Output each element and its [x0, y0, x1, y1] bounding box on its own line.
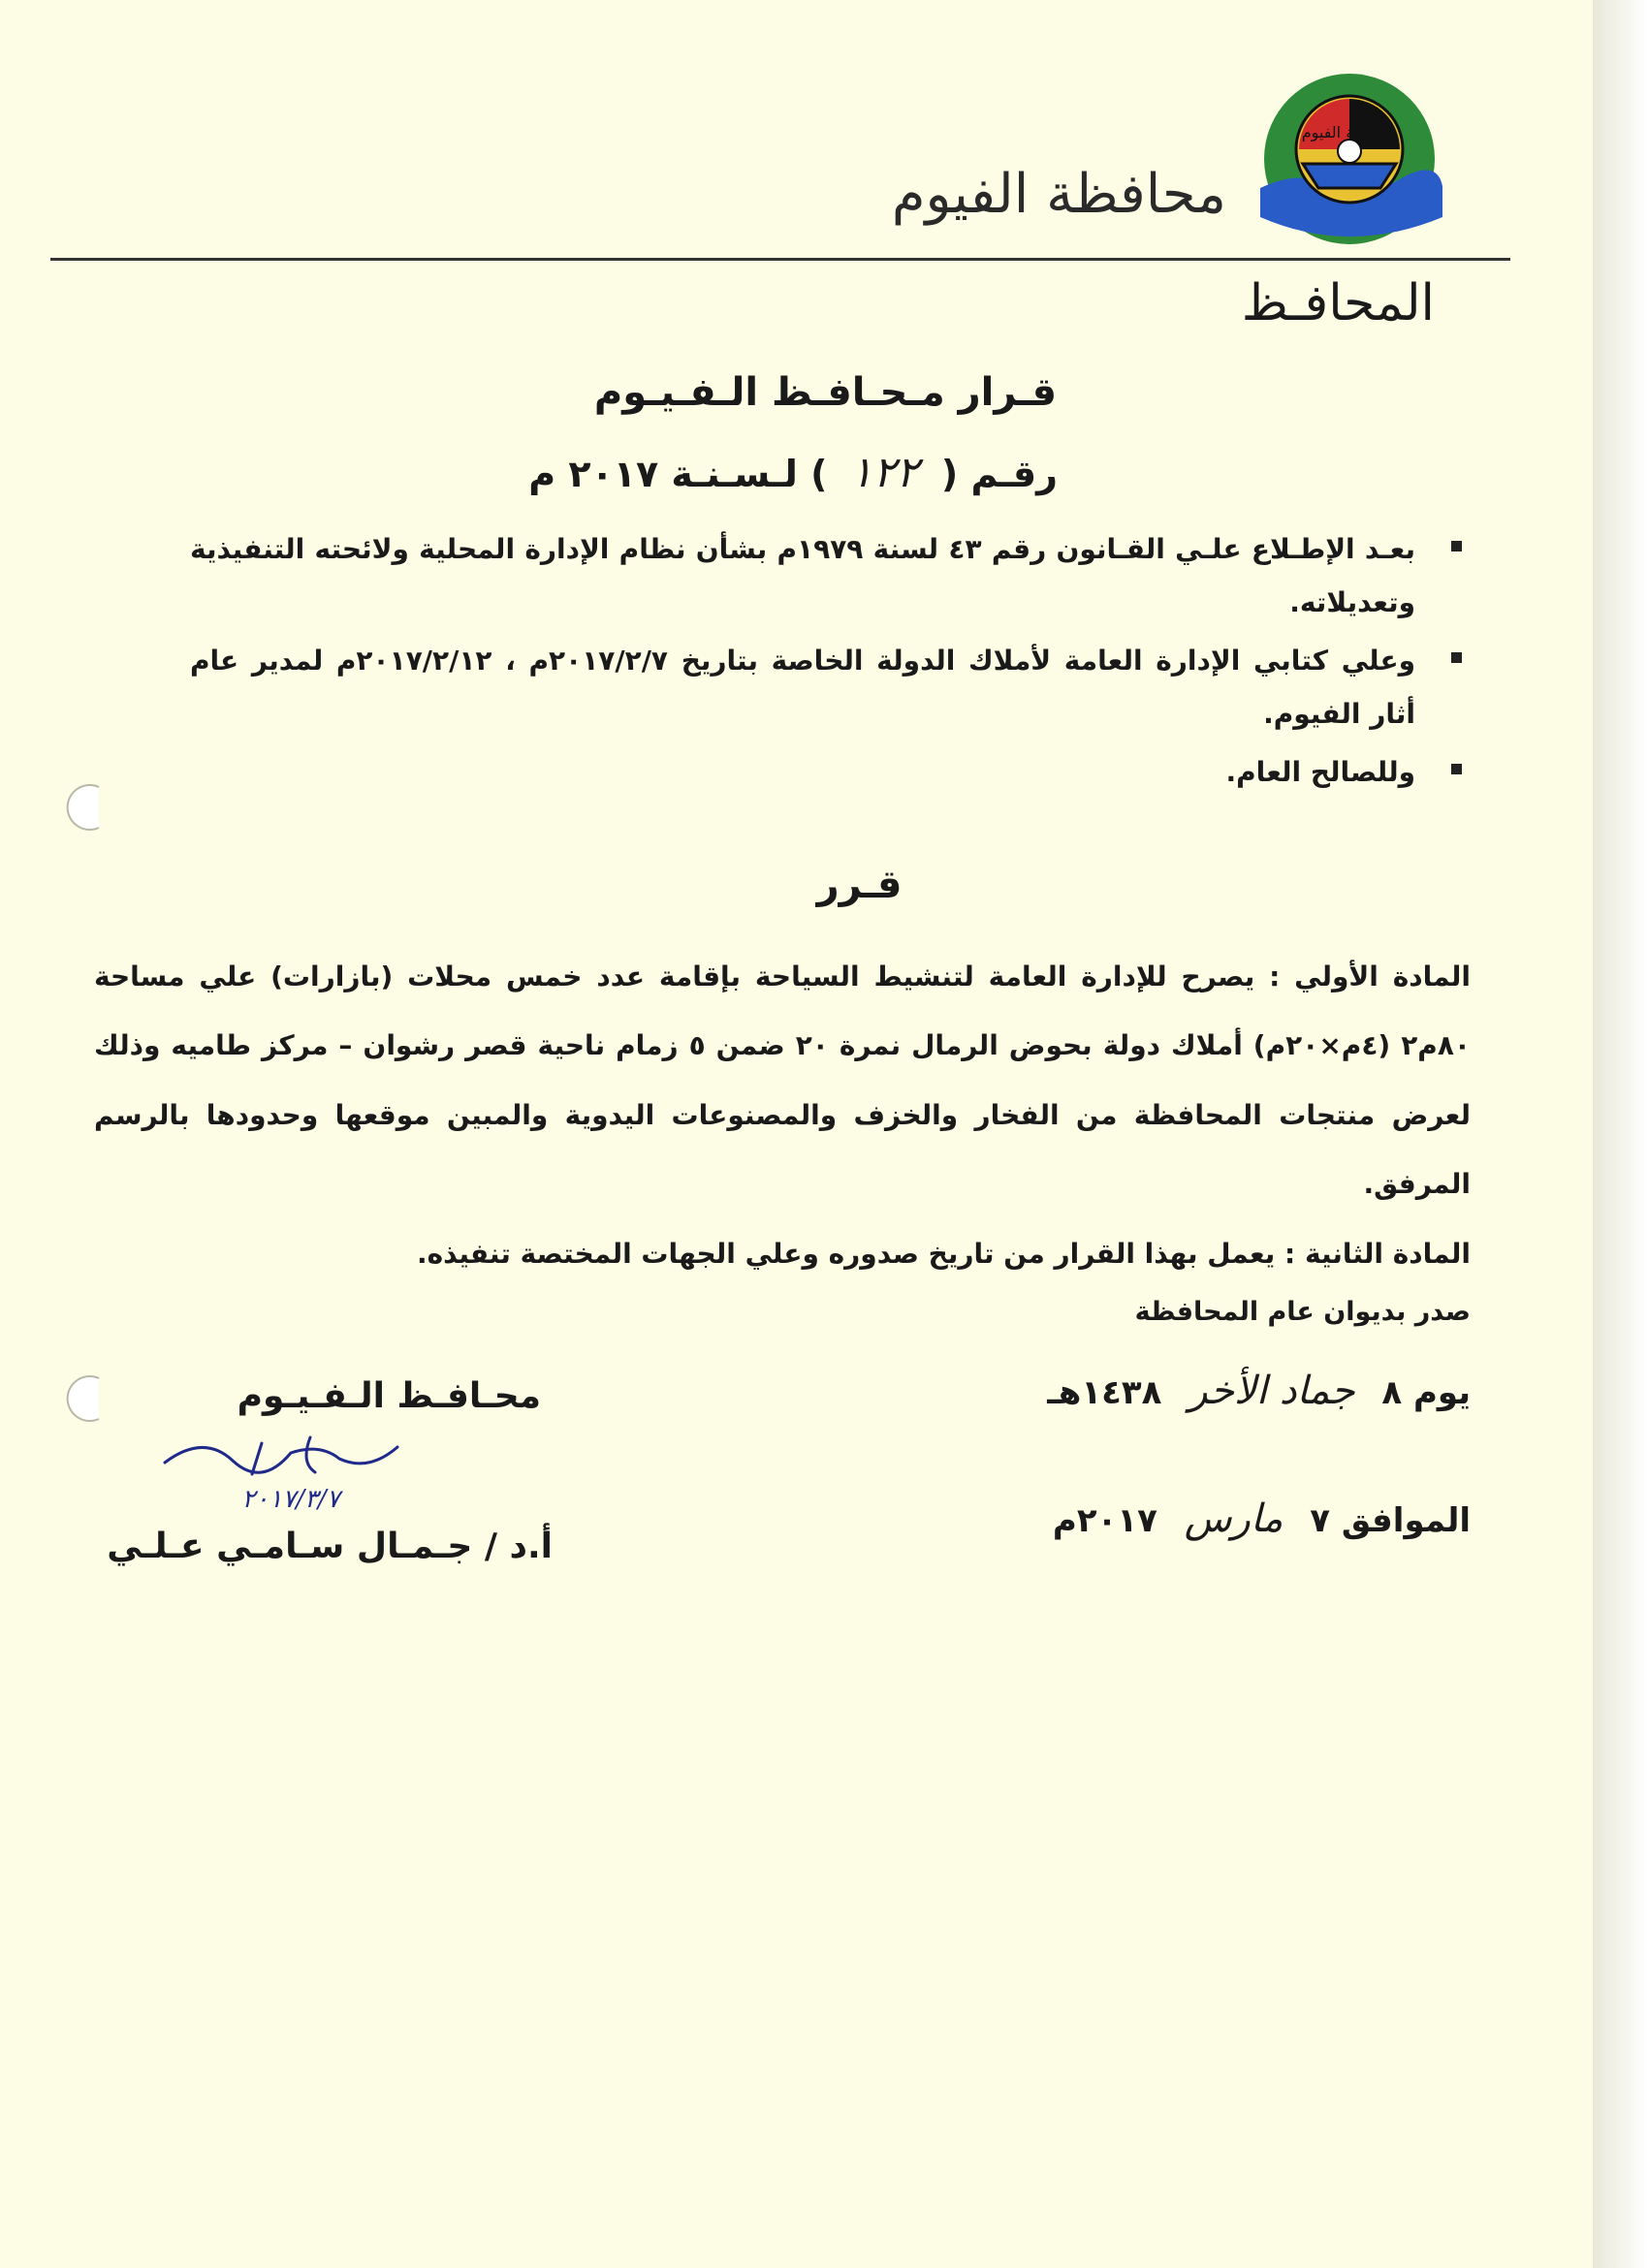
office-title: المحافـظ [1241, 274, 1435, 332]
decree-number-suffix: ) لـسـنـة ٢٠١٧ م [528, 453, 828, 495]
decree-number-handwritten: ١٢٢ [849, 448, 919, 497]
gregorian-date-suffix: ٢٠١٧م [1052, 1501, 1157, 1540]
preamble-text: بعـد الإطـلاع علـي القـانون رقم ٤٣ لسنة ١٩٧٩م بشأن نظام الإدارة المحلية ولائحته التنفيذية وتعديلاته. [190, 533, 1415, 618]
fayoum-governorate-logo [1252, 72, 1446, 246]
decree-number-prefix: رقـم ( [940, 453, 1058, 495]
preamble-item-letters [190, 635, 1462, 740]
signatory-name: أ.د / جـمـال سـامـي عـلـي [107, 1527, 553, 1566]
governorate-name: محافظة الفيوم [891, 163, 1226, 226]
bullet-square-icon [1451, 652, 1462, 663]
decree-number [528, 448, 1058, 497]
punch-hole-icon [56, 783, 103, 832]
preamble-list [190, 523, 1462, 805]
decree-title: قـرار مـحـافـظ الـفـيـوم [593, 370, 1058, 415]
decision-heading: قـرر [816, 863, 903, 907]
signature-scribble [145, 1424, 436, 1521]
issued-at: صدر بديوان عام المحافظة [1134, 1297, 1471, 1327]
preamble-text: وللصالح العام. [1225, 756, 1415, 789]
hijri-date-suffix: ١٤٣٨هـ [1047, 1373, 1162, 1412]
hijri-date [1047, 1369, 1471, 1413]
bullet-square-icon [1451, 764, 1462, 774]
article-first: المادة الأولي : يصرح للإدارة العامة لتنشيط السياحة بإقامة عدد خمس محلات (بازارات) علي مساحة ٨٠م٢ (٤م×٢٠م) أملاك دولة بحوض الرمال نمرة ٢٠ ضمن ٥ زمام ناحية قصر رشوان – مركز طاميه وذلك لعرض منتجات المحافظة من الفخار والخزف والمصنوعات اليدوية والمبين موقعها وحدودها بالرسم المرفق. [94, 961, 1472, 1201]
gregorian-date [1053, 1496, 1471, 1541]
signature-title: محـافـظ الـفـيـوم [237, 1376, 541, 1416]
hijri-month-handwritten: جماد الأخر [1188, 1369, 1355, 1413]
scan-edge [1593, 0, 1648, 2268]
signature-date: ٢٠١٧/٣/٧ [241, 1485, 340, 1514]
signature-block [107, 1376, 553, 1566]
articles [94, 942, 1471, 1288]
header-divider [50, 258, 1510, 261]
logo-text: محافظة الفيوم [1301, 123, 1398, 142]
article-second: المادة الثانية : يعمل بهذا القرار من تاريخ صدوره وعلي الجهات المختصة تنفيذه. [417, 1237, 1471, 1270]
preamble-text: وعلي كتابي الإدارة العامة لأملاك الدولة الخاصة بتاريخ ٢٠١٧/٢/٧م ، ٢٠١٧/٢/١٢م لمدير عام أثار الفيوم. [190, 645, 1415, 730]
hijri-date-prefix: يوم ٨ [1381, 1373, 1471, 1412]
preamble-item-public-interest [190, 746, 1462, 800]
bullet-square-icon [1451, 541, 1462, 551]
punch-hole-icon [56, 1374, 103, 1423]
gregorian-date-prefix: الموافق ٧ [1310, 1501, 1471, 1540]
preamble-item-law [190, 523, 1462, 629]
gregorian-month-handwritten: مارس [1184, 1496, 1284, 1541]
